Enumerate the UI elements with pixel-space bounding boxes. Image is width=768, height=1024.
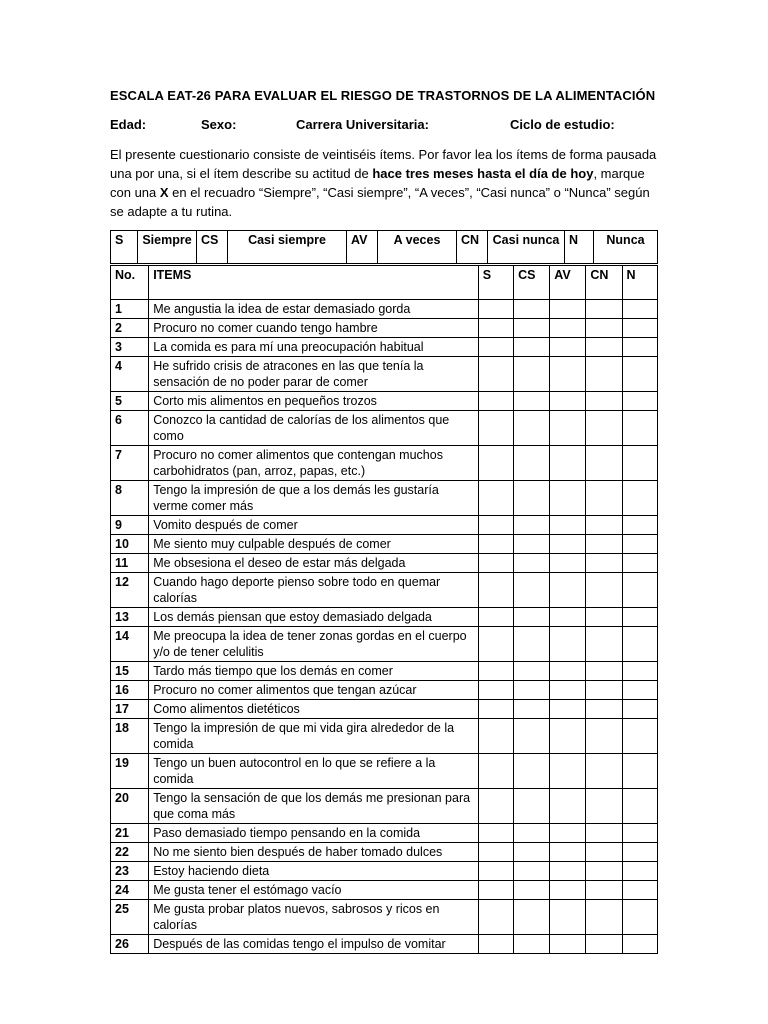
table-row — [111, 627, 658, 662]
field-ciclo: Ciclo de estudio: — [510, 117, 615, 132]
item-text: Estoy haciendo dieta — [149, 862, 479, 881]
item-number: 9 — [111, 516, 149, 535]
legend-code: CS — [197, 231, 228, 264]
item-number: 20 — [111, 789, 149, 824]
legend-label: A veces — [378, 231, 457, 264]
answer-cell-s[interactable] — [478, 789, 513, 824]
table-row — [111, 573, 658, 608]
answer-cell-av[interactable] — [550, 338, 586, 357]
field-edad: Edad: — [110, 117, 147, 132]
answer-cell-av[interactable] — [550, 789, 586, 824]
answer-cell-n[interactable] — [622, 719, 658, 754]
answer-cell-cn[interactable] — [586, 411, 622, 446]
answer-cell-n[interactable] — [622, 935, 658, 954]
item-text: Vomito después de comer — [149, 516, 479, 535]
answer-cell-cs[interactable] — [514, 754, 550, 789]
item-number: 15 — [111, 662, 149, 681]
item-number: 4 — [111, 357, 149, 392]
answer-cell-s[interactable] — [478, 843, 513, 862]
header-n: N — [622, 266, 658, 300]
legend-code: N — [565, 231, 594, 264]
answer-cell-av[interactable] — [550, 754, 586, 789]
answer-cell-cn[interactable] — [586, 681, 622, 700]
answer-cell-cn[interactable] — [586, 935, 622, 954]
answer-cell-n[interactable] — [622, 681, 658, 700]
table-row — [111, 862, 658, 881]
answer-cell-av[interactable] — [550, 411, 586, 446]
answer-cell-av[interactable] — [550, 573, 586, 608]
answer-cell-av[interactable] — [550, 881, 586, 900]
item-text: Tengo la impresión de que mi vida gira alrededor de la comida — [149, 719, 479, 754]
answer-cell-s[interactable] — [478, 411, 513, 446]
answer-cell-cn[interactable] — [586, 554, 622, 573]
item-text: Como alimentos dietéticos — [149, 700, 479, 719]
table-row — [111, 319, 658, 338]
answer-cell-cn[interactable] — [586, 754, 622, 789]
answer-cell-cn[interactable] — [586, 843, 622, 862]
answer-cell-n[interactable] — [622, 608, 658, 627]
answer-cell-s[interactable] — [478, 881, 513, 900]
legend-label: Casi nunca — [488, 231, 565, 264]
answer-cell-cn[interactable] — [586, 862, 622, 881]
table-row — [111, 516, 658, 535]
table-row — [111, 481, 658, 516]
header-s: S — [478, 266, 513, 300]
answer-cell-cn[interactable] — [586, 824, 622, 843]
answer-cell-s[interactable] — [478, 681, 513, 700]
header-cn: CN — [586, 266, 622, 300]
table-header-row — [111, 266, 658, 300]
table-row — [111, 700, 658, 719]
answer-cell-cs[interactable] — [514, 554, 550, 573]
answer-cell-n[interactable] — [622, 700, 658, 719]
answer-cell-n[interactable] — [622, 481, 658, 516]
table-row — [111, 719, 658, 754]
answer-cell-cn[interactable] — [586, 481, 622, 516]
item-number: 3 — [111, 338, 149, 357]
answer-cell-cs[interactable] — [514, 881, 550, 900]
table-row — [111, 608, 658, 627]
answer-cell-av[interactable] — [550, 446, 586, 481]
answer-cell-av[interactable] — [550, 357, 586, 392]
table-row — [111, 392, 658, 411]
answer-cell-cs[interactable] — [514, 535, 550, 554]
answer-cell-av[interactable] — [550, 662, 586, 681]
answer-cell-n[interactable] — [622, 411, 658, 446]
item-number: 17 — [111, 700, 149, 719]
answer-cell-cs[interactable] — [514, 338, 550, 357]
item-text: Conozco la cantidad de calorías de los alimentos que como — [149, 411, 479, 446]
answer-cell-cn[interactable] — [586, 446, 622, 481]
answer-cell-cs[interactable] — [514, 935, 550, 954]
answer-cell-cn[interactable] — [586, 392, 622, 411]
answer-cell-n[interactable] — [622, 843, 658, 862]
answer-cell-av[interactable] — [550, 935, 586, 954]
item-text: No me siento bien después de haber tomado dulces — [149, 843, 479, 862]
answer-cell-s[interactable] — [478, 516, 513, 535]
item-text: Procuro no comer cuando tengo hambre — [149, 319, 479, 338]
answer-cell-av[interactable] — [550, 608, 586, 627]
answer-cell-av[interactable] — [550, 535, 586, 554]
legend-code: S — [111, 231, 138, 264]
item-text: Me gusta tener el estómago vacío — [149, 881, 479, 900]
item-text: Me obsesiona el deseo de estar más delgada — [149, 554, 479, 573]
item-text: Cuando hago deporte pienso sobre todo en quemar calorías — [149, 573, 479, 608]
answer-cell-n[interactable] — [622, 662, 658, 681]
item-number: 2 — [111, 319, 149, 338]
answer-cell-s[interactable] — [478, 900, 513, 935]
answer-cell-cn[interactable] — [586, 573, 622, 608]
answer-cell-cs[interactable] — [514, 319, 550, 338]
item-number: 11 — [111, 554, 149, 573]
answer-cell-cs[interactable] — [514, 789, 550, 824]
item-text: Me siento muy culpable después de comer — [149, 535, 479, 554]
answer-cell-av[interactable] — [550, 862, 586, 881]
legend-label: Casi siempre — [228, 231, 347, 264]
answer-cell-av[interactable] — [550, 554, 586, 573]
legend-code: AV — [347, 231, 378, 264]
item-text: Después de las comidas tengo el impulso de vomitar — [149, 935, 479, 954]
item-number: 5 — [111, 392, 149, 411]
answer-cell-cs[interactable] — [514, 862, 550, 881]
answer-cell-n[interactable] — [622, 392, 658, 411]
item-number: 13 — [111, 608, 149, 627]
item-number: 23 — [111, 862, 149, 881]
item-number: 19 — [111, 754, 149, 789]
answer-cell-cs[interactable] — [514, 516, 550, 535]
meta-fields — [110, 117, 670, 135]
item-text: Me preocupa la idea de tener zonas gordas en el cuerpo y/o de tener celulitis — [149, 627, 479, 662]
answer-cell-s[interactable] — [478, 627, 513, 662]
answer-cell-n[interactable] — [622, 535, 658, 554]
item-number: 1 — [111, 300, 149, 319]
field-sexo: Sexo: — [201, 117, 237, 132]
field-carrera: Carrera Universitaria: — [296, 117, 429, 132]
answer-cell-n[interactable] — [622, 900, 658, 935]
item-text: Tengo la impresión de que a los demás les gustaría verme comer más — [149, 481, 479, 516]
answer-cell-s[interactable] — [478, 824, 513, 843]
table-row — [111, 935, 658, 954]
answer-cell-n[interactable] — [622, 627, 658, 662]
answer-cell-s[interactable] — [478, 573, 513, 608]
item-text: Corto mis alimentos en pequeños trozos — [149, 392, 479, 411]
answer-cell-s[interactable] — [478, 392, 513, 411]
item-number: 14 — [111, 627, 149, 662]
answer-cell-s[interactable] — [478, 446, 513, 481]
item-number: 24 — [111, 881, 149, 900]
answer-cell-s[interactable] — [478, 935, 513, 954]
answer-cell-n[interactable] — [622, 573, 658, 608]
answer-cell-cs[interactable] — [514, 608, 550, 627]
item-text: He sufrido crisis de atracones en las que tenía la sensación de no poder parar de comer — [149, 357, 479, 392]
answer-cell-cs[interactable] — [514, 627, 550, 662]
answer-cell-av[interactable] — [550, 824, 586, 843]
item-number: 26 — [111, 935, 149, 954]
table-row — [111, 446, 658, 481]
answer-cell-n[interactable] — [622, 754, 658, 789]
answer-cell-n[interactable] — [622, 300, 658, 319]
answer-cell-s[interactable] — [478, 754, 513, 789]
table-row — [111, 300, 658, 319]
table-row — [111, 357, 658, 392]
answer-cell-av[interactable] — [550, 392, 586, 411]
legend-label: Siempre — [138, 231, 197, 264]
answer-cell-cn[interactable] — [586, 319, 622, 338]
table-row — [111, 900, 658, 935]
item-number: 10 — [111, 535, 149, 554]
answer-cell-n[interactable] — [622, 446, 658, 481]
answer-cell-cs[interactable] — [514, 446, 550, 481]
item-number: 12 — [111, 573, 149, 608]
table-row — [111, 881, 658, 900]
answer-cell-av[interactable] — [550, 843, 586, 862]
items-table — [110, 265, 658, 954]
answer-cell-n[interactable] — [622, 554, 658, 573]
answer-cell-n[interactable] — [622, 789, 658, 824]
answer-cell-n[interactable] — [622, 357, 658, 392]
item-text: Me gusta probar platos nuevos, sabrosos y ricos en calorías — [149, 900, 479, 935]
answer-cell-cs[interactable] — [514, 662, 550, 681]
answer-cell-s[interactable] — [478, 700, 513, 719]
answer-cell-s[interactable] — [478, 535, 513, 554]
table-row — [111, 338, 658, 357]
answer-cell-cs[interactable] — [514, 900, 550, 935]
item-text: Procuro no comer alimentos que contengan muchos carbohidratos (pan, arroz, papas, etc.) — [149, 446, 479, 481]
answer-cell-s[interactable] — [478, 862, 513, 881]
table-row — [111, 754, 658, 789]
answer-cell-av[interactable] — [550, 681, 586, 700]
table-row — [111, 535, 658, 554]
document-title: ESCALA EAT-26 PARA EVALUAR EL RIESGO DE TRASTORNOS DE LA ALIMENTACIÓN — [110, 88, 656, 103]
answer-cell-cs[interactable] — [514, 824, 550, 843]
table-row — [111, 411, 658, 446]
item-number: 21 — [111, 824, 149, 843]
answer-cell-cn[interactable] — [586, 608, 622, 627]
answer-cell-cn[interactable] — [586, 627, 622, 662]
answer-cell-n[interactable] — [622, 516, 658, 535]
table-row — [111, 681, 658, 700]
answer-cell-cs[interactable] — [514, 481, 550, 516]
answer-cell-cs[interactable] — [514, 392, 550, 411]
item-text: Procuro no comer alimentos que tengan azúcar — [149, 681, 479, 700]
answer-cell-av[interactable] — [550, 700, 586, 719]
answer-cell-cs[interactable] — [514, 700, 550, 719]
answer-cell-s[interactable] — [478, 719, 513, 754]
item-text: Los demás piensan que estoy demasiado delgada — [149, 608, 479, 627]
answer-cell-cs[interactable] — [514, 719, 550, 754]
answer-cell-n[interactable] — [622, 881, 658, 900]
answer-cell-av[interactable] — [550, 481, 586, 516]
answer-cell-cs[interactable] — [514, 300, 550, 319]
answer-cell-n[interactable] — [622, 824, 658, 843]
item-number: 8 — [111, 481, 149, 516]
answer-cell-cn[interactable] — [586, 700, 622, 719]
answer-cell-cn[interactable] — [586, 881, 622, 900]
item-number: 22 — [111, 843, 149, 862]
answer-cell-n[interactable] — [622, 862, 658, 881]
table-row — [111, 554, 658, 573]
item-number: 16 — [111, 681, 149, 700]
table-row — [111, 662, 658, 681]
answer-cell-cs[interactable] — [514, 681, 550, 700]
item-text: Tengo un buen autocontrol en lo que se refiere a la comida — [149, 754, 479, 789]
legend-code: CN — [457, 231, 488, 264]
header-av: AV — [550, 266, 586, 300]
answer-cell-cn[interactable] — [586, 338, 622, 357]
answer-cell-av[interactable] — [550, 719, 586, 754]
answer-cell-s[interactable] — [478, 357, 513, 392]
table-row — [111, 789, 658, 824]
header-items: ITEMS — [149, 266, 479, 300]
answer-cell-s[interactable] — [478, 300, 513, 319]
answer-cell-cn[interactable] — [586, 535, 622, 554]
item-text: Paso demasiado tiempo pensando en la comida — [149, 824, 479, 843]
answer-cell-n[interactable] — [622, 319, 658, 338]
answer-cell-cn[interactable] — [586, 662, 622, 681]
answer-cell-av[interactable] — [550, 516, 586, 535]
answer-cell-av[interactable] — [550, 900, 586, 935]
legend-table — [110, 230, 658, 264]
table-row — [111, 824, 658, 843]
answer-cell-cs[interactable] — [514, 357, 550, 392]
answer-cell-cs[interactable] — [514, 411, 550, 446]
answer-cell-cs[interactable] — [514, 843, 550, 862]
answer-cell-cs[interactable] — [514, 573, 550, 608]
item-number: 7 — [111, 446, 149, 481]
answer-cell-cn[interactable] — [586, 516, 622, 535]
item-number: 6 — [111, 411, 149, 446]
answer-cell-cn[interactable] — [586, 357, 622, 392]
table-row — [111, 843, 658, 862]
item-text: Tengo la sensación de que los demás me presionan para que coma más — [149, 789, 479, 824]
answer-cell-n[interactable] — [622, 338, 658, 357]
item-number: 25 — [111, 900, 149, 935]
answer-cell-av[interactable] — [550, 319, 586, 338]
answer-cell-s[interactable] — [478, 554, 513, 573]
legend-label: Nunca — [594, 231, 658, 264]
answer-cell-s[interactable] — [478, 481, 513, 516]
item-text: Tardo más tiempo que los demás en comer — [149, 662, 479, 681]
answer-cell-cn[interactable] — [586, 789, 622, 824]
answer-cell-cn[interactable] — [586, 719, 622, 754]
item-text: Me angustia la idea de estar demasiado gorda — [149, 300, 479, 319]
header-no: No. — [111, 266, 149, 300]
answer-cell-s[interactable] — [478, 319, 513, 338]
item-text: La comida es para mí una preocupación habitual — [149, 338, 479, 357]
header-cs: CS — [514, 266, 550, 300]
answer-cell-cn[interactable] — [586, 900, 622, 935]
answer-cell-av[interactable] — [550, 627, 586, 662]
item-number: 18 — [111, 719, 149, 754]
answer-cell-av[interactable] — [550, 300, 586, 319]
answer-cell-s[interactable] — [478, 338, 513, 357]
instructions: El presente cuestionario consiste de veintiséis ítems. Por favor lea los ítems de forma pausada una por una, si el ítem describe su actitud de hace tres meses hasta el día de hoy, marque con una X en el recuadro “Siempre”, “Casi siempre”, “A veces”, “Casi nunca” o “Nunca” según se adapte a tu rutina. — [110, 147, 657, 219]
answer-cell-s[interactable] — [478, 662, 513, 681]
answer-cell-s[interactable] — [478, 608, 513, 627]
answer-cell-cn[interactable] — [586, 300, 622, 319]
